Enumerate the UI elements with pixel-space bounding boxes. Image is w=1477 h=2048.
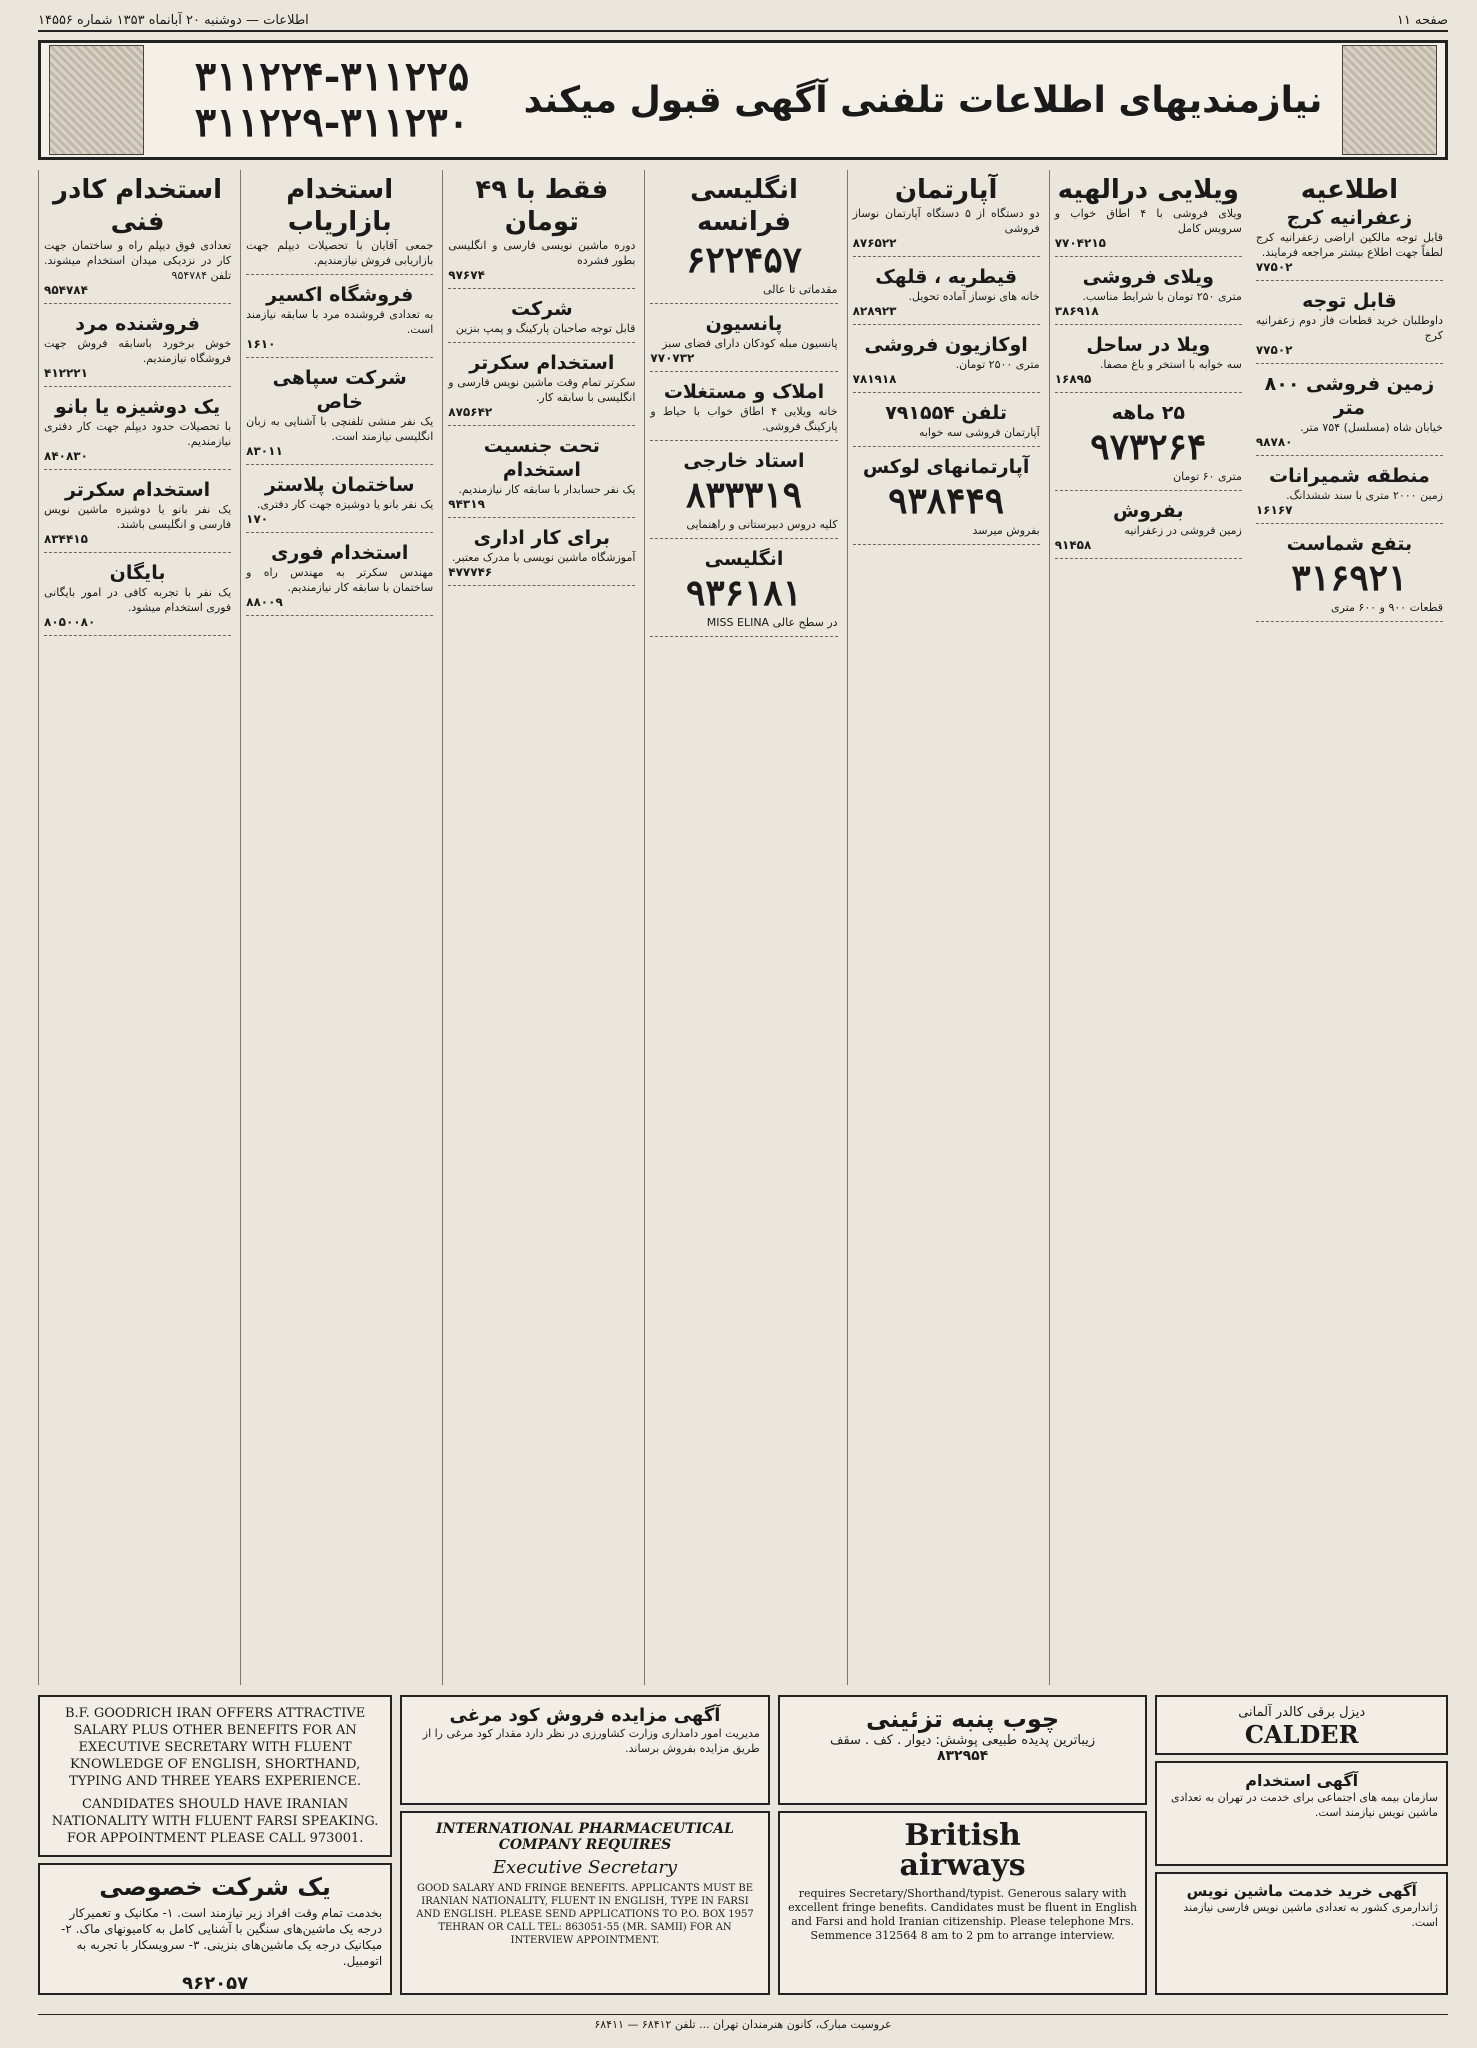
masthead: اطلاعات — دوشنبه ۲۰ آبانماه ۱۳۵۳ شماره ۱۴۵۵۶ [38,12,309,28]
ad-phone: ۴۱۲۲۲۱ [44,366,88,380]
ad-phone: ۷۷۰۴۲۱۵ [1054,236,1106,250]
banner-illustration-2 [49,45,144,155]
ad-phone: ۱۶۱۶۷ [1255,503,1293,517]
classified-ad [448,170,635,289]
classified-ad [1055,495,1242,559]
banner-slogan: نیازمندیهای اطلاعات تلفنی آگهی قبول میکند [523,79,1323,121]
classified-ad [1055,329,1242,393]
classified-ad [44,308,231,387]
ad-body: با تحصیلات حدود دیپلم جهت کار دفتری نیازمندیم. [44,420,232,448]
bottom-col-middle [400,1695,770,1995]
ad-big-phone: ۹۳۶۱۸۱ [685,572,802,614]
classified-ad [853,451,1040,545]
classified-ad [1256,170,1443,281]
british-airways-ad [778,1811,1148,1995]
classified-ad [650,308,837,372]
ad-body: کلیه دروس دبیرستانی و راهنمایی [686,518,838,531]
classified-ad [448,347,635,426]
calder-logo: CALDER [1244,1720,1359,1749]
goodrich-title: B.F. GOODRICH IRAN OFFERS ATTRACTIVE SALARY PLUS OTHER BENEFITS FOR AN EXECUTIVE SECRETARY WITH FLUENT KNOWLEDGE OF ENGLISH, SHORTHAND, TYPING AND THREE YEARS EXPERIENCE. [64,1706,366,1789]
classified-ad [44,474,231,553]
ad-body: خانه های نوساز آماده تحویل. [908,290,1040,303]
ad-heading: زمین فروشی ۸۰۰ متر [1264,373,1435,419]
classified-ad [246,537,433,616]
pharma-body: GOOD SALARY AND FRINGE BENEFITS. APPLICANTS MUST BE IRANIAN NATIONALITY, FLUENT IN ENGLISH, TYPE IN FARSI AND ENGLISH. PLEASE SEND APPLICATIONS TO P.O. BOX 1957 TEHRAN OR CALL TEL: 863051-55 (MR. SAMII) FOR AN INTERVIEW APPOINTMENT. [416,1883,754,1946]
classified-ad [246,170,433,275]
insurance-title: آگهی استخدام [1245,1771,1359,1790]
classified-ad [853,261,1040,325]
classifieds-banner [38,40,1448,160]
page-header [38,10,1448,32]
ad-phone: ۹۴۳۱۹ [448,497,485,511]
banner-phone-line-1: ۳۱۱۲۲۴-۳۱۱۲۲۵ [194,53,470,100]
ad-body: یک نفر منشی تلفنچی با آشنایی به زبان انگلیسی نیازمند است. [246,415,434,443]
cork-ad [778,1695,1148,1805]
bottom-col-left [1155,1695,1448,1995]
classified-ad [1256,460,1443,524]
ad-phone: ۸۷۶۵۲۲ [852,236,897,250]
typist-body: ژاندارمری کشور به تعدادی ماشین نویس فارسی نیازمند است. [1183,1901,1438,1929]
bottom-col-right [38,1695,392,1995]
company-ad [38,1863,392,1995]
column-6 [1049,170,1247,1685]
classified-ad [246,469,433,533]
bottom-ads [38,1695,1448,1995]
page-number: صفحه ۱۱ [1396,12,1448,28]
ad-heading: قابل توجه [1302,290,1397,312]
ad-heading: انگلیسی فرانسه [690,175,798,237]
cork-title: چوب پنبه تزئینی [866,1705,1060,1733]
company-ad-body: بخدمت تمام وقت افراد زیر نیازمند است. ۱- مکانیک و تعمیرکار درجه یک ماشین‌های سنگین با آشنایی کامل به کامیونهای ماک. ۲- میکانیک درجه یک ماشین‌های بنزینی. ۳- سرویسکار با تجربه به اتومبیل. [61,1906,383,1968]
ad-phone: ۹۷۶۷۴ [448,268,485,282]
ad-body: یک نفر با تجربه کافی در امور بایگانی فوری استخدام میشود. [44,586,232,614]
auction-body: مدیریت امور دامداری وزارت کشاورزی در نظر دارد مقدار کود مرغی را از طریق مزایده بفروش برساند. [422,1727,760,1755]
classified-ad [1055,170,1242,257]
banner-phone-line-2: ۳۱۱۲۲۹-۳۱۱۲۳۰ [194,99,470,146]
classified-ad [44,391,231,470]
bottom-col-left-mid [778,1695,1148,1995]
ad-heading: یک دوشیزه یا بانو [55,396,221,418]
classified-ad [853,329,1040,393]
classified-ad [853,397,1040,447]
ad-body: مهندس سکرتر به مهندس راه و ساختمان با سابقه کار نیازمندیم. [246,566,434,594]
ad-heading: قیطریه ، قلهک [875,266,1018,288]
insurance-body: سازمان بیمه های اجتماعی برای خدمت در تهران به تعدادی ماشین نویس نیازمند است. [1171,1791,1438,1819]
ad-body: سکرتر تمام وقت ماشین نویس فارسی و انگلیسی با سابقه کار. [448,376,636,404]
classified-ad [44,557,231,636]
ad-phone: ۸۸۰۰۹ [246,595,283,609]
ad-body: مقدماتی تا عالی [763,283,838,296]
ad-body: متری ۲۵۰ تومان با شرایط مناسب. [1082,290,1242,303]
ad-body: متری ۲۵۰۰ تومان. [955,358,1040,371]
classified-ad [1256,368,1443,456]
column-1 [38,170,236,1685]
ad-body: پانسیون مبله کودکان دارای فضای سبز [662,337,838,350]
typist-title: آگهی خرید خدمت ماشین نویس [1186,1882,1417,1900]
ad-heading: فقط با ۴۹ تومان [475,175,609,237]
ad-phone: ۸۳۰۱۱ [246,444,283,458]
ad-phone: ۹۱۴۵۸ [1054,538,1092,552]
ad-heading: بتفع شماست [1286,533,1413,555]
ad-phone: ۸۴۰۸۳۰ [44,449,88,463]
goodrich-ad [38,1695,392,1857]
classified-ad [448,522,635,586]
typist-ad [1155,1872,1448,1995]
banner-illustration [1342,45,1437,155]
ad-body: قابل توجه مالکین اراضی زعفرانیه کرج لطفاً جهت اطلاع بیشتر مراجعه فرمایند. [1255,231,1443,259]
ad-heading: انگلیسی [704,548,784,570]
cork-body: زیباترین پدیده طبیعی پوشش: دیوار . کف . سقف [830,1733,1096,1748]
ad-phone: ۱۷۰ [246,512,269,526]
company-ad-title: یک شرکت خصوصی [99,1873,331,1901]
ad-big-phone: ۳۱۶۹۲۱ [1291,557,1408,599]
ad-phone: ۷۷۵۰۲ [1255,260,1293,274]
ad-body: ویلای فروشی با ۴ اطاق خواب و سرویس کامل [1054,207,1242,235]
ad-heading: فروشنده مرد [75,313,200,335]
company-ad-phone: ۹۶۲۰۵۷ [182,1973,249,1994]
auction-title: آگهی مزایده فروش کود مرغی [449,1705,721,1726]
ad-body: یک نفر حسابدار با سابقه کار نیازمندیم. [458,483,636,496]
column-3 [442,170,640,1685]
ad-body: زمین فروشی در زعفرانیه [1124,524,1242,537]
ad-phone: ۸۷۵۶۴۲ [448,405,493,419]
classified-columns [38,170,1448,1685]
british-airways-body: requires Secretary/Shorthand/typist. Generous salary with excellent fringe benefits. Candidates must be fluent in English and Farsi and hold Iranian citizenship. Please telephone Mrs. Semmence 312564 8 am to 2 pm to arrange interview. [788,1887,1137,1942]
ad-body: داوطلبان خرید قطعات فاز دوم زعفرانیه کرج [1255,314,1443,342]
ad-heading: ویلایی درالهیه [1057,175,1239,205]
classified-ad [448,293,635,343]
ad-subheading: زعفرانیه کرج [1286,207,1413,229]
ad-heading: اطلاعیه [1300,175,1399,205]
pharma-title: INTERNATIONAL PHARMACEUTICAL COMPANY REQUIRES [436,1821,734,1853]
ad-heading: شرکت [511,298,573,320]
logo-line-1: British [904,1818,1021,1853]
classified-ad [650,543,837,637]
classified-ad [246,279,433,358]
ad-body: به تعدادی فروشنده مرد با سابقه نیازمند است. [246,308,434,336]
ad-heading: استخدام کادر فنی [53,175,223,237]
ad-body: خیابان شاه (مسلسل) ۷۵۴ متر. [1300,421,1443,434]
ad-heading: استخدام بازاریاب [286,175,394,237]
ad-body: یک نفر بانو یا دوشیزه ماشین نویس فارسی و انگلیسی باشند. [44,503,232,531]
column-7 [1251,170,1448,1685]
ad-body: دوره ماشین نویسی فارسی و انگلیسی بطور فشرده [448,239,636,267]
ad-heading: ساختمان پلاستر [264,474,415,496]
ad-heading: شرکت سپاهی خاص [272,367,407,413]
ad-body: خوش برخورد باسابقه فروش جهت فروشگاه نیازمندیم. [44,337,232,365]
ad-heading: فروشگاه اکسیر [266,284,414,306]
ad-big-phone: ۹۷۳۲۶۴ [1090,426,1207,468]
column-5 [847,170,1045,1685]
ad-body: بفروش میرسد [972,524,1040,537]
ad-phone: ۷۸۱۹۱۸ [852,372,897,386]
ad-heading: استاد خارجی [683,450,805,472]
pharma-ad [400,1811,770,1995]
ad-body: در سطح عالی MISS ELINA [706,616,838,629]
cork-phone: ۸۳۲۹۵۴ [936,1748,989,1764]
ad-body: قابل توجه صاحبان پارکینگ و پمپ بنزین [455,322,636,335]
ad-body: جمعی آقایان با تحصیلات دیپلم جهت بازاریابی فروش نیازمندیم. [246,239,434,267]
newspaper-page [38,10,1448,2040]
ad-heading: ویلا در ساحل [1086,334,1211,356]
ad-heading: استخدام فوری [271,542,409,564]
ad-heading: استخدام سکرتر [64,479,211,501]
ad-phone: ۷۷۵۰۲ [1255,343,1293,357]
classified-ad [650,170,837,304]
ad-body: قطعات ۹۰۰ و ۶۰۰ متری [1331,601,1443,614]
ad-phone: ۴۷۷۷۴۶ [448,565,493,579]
ad-body: تعدادی فوق دیپلم راه و ساختمان جهت کار در نزدیکی میدان استخدام میشوند. تلفن ۹۵۴۷۸۴ [44,239,232,282]
ad-phone: ۸۰۵۰۰۸۰ [44,615,96,629]
banner-phones [152,54,512,146]
british-airways-logo [788,1818,1138,1883]
ad-big-phone: ۶۲۲۴۵۷ [685,239,802,281]
ad-body: متری ۶۰ تومان [1173,470,1242,483]
ad-phone: ۳۸۶۹۱۸ [1054,304,1099,318]
ad-body: زمین ۲۰۰۰ متری با سند ششدانگ. [1286,489,1443,502]
ad-phone: ۸۲۸۹۲۳ [852,304,897,318]
insurance-ad [1155,1761,1448,1866]
ad-heading: اوکازیون فروشی [864,334,1028,356]
calder-fa: دیزل برقی کالدر آلمانی [1238,1705,1366,1720]
ad-heading: منطقه شمیرانات [1269,465,1430,487]
ad-heading: تلفن ۷۹۱۵۵۴ [885,402,1008,424]
ad-phone: ۷۷۰۷۳۲ [650,351,695,365]
ad-big-phone: ۸۳۳۳۱۹ [685,474,802,516]
calder-ad [1155,1695,1448,1755]
logo-line-2: airways [899,1848,1026,1883]
column-2 [240,170,438,1685]
ad-body: خانه ویلایی ۴ اطاق خواب با حیاط و پارکینگ فروشی. [650,405,838,433]
ad-heading: پانسیون [705,313,783,335]
ad-body: سه خوابه با استخر و باغ مصفا. [1099,358,1242,371]
ad-phone: ۹۵۴۷۸۴ [44,283,88,297]
column-4 [644,170,842,1685]
ad-heading: بایگان [109,562,166,584]
ad-heading: استخدام سکرتر [469,352,615,374]
classified-ad [650,445,837,539]
ad-heading: آپارتمانهای لوکس [862,456,1030,478]
ad-heading: ویلای فروشی [1082,266,1214,288]
ad-heading: برای کار اداری [473,527,611,549]
classified-ad [1256,285,1443,364]
ad-heading: آپارتمان [894,175,998,205]
classified-ad [650,376,837,441]
classified-ad [1055,261,1242,325]
ad-body: آپارتمان فروشی سه خوابه [918,426,1040,439]
ad-body: یک نفر بانو یا دوشیزه جهت کار دفتری. [256,498,434,511]
page-footer: عروسیت مبارک، کانون هنرمندان تهران ... تلفن ۶۸۴۱۲ — ۶۸۴۱۱ [38,2014,1448,2034]
ad-big-phone: ۹۳۸۴۴۹ [888,480,1005,522]
classified-ad [1256,528,1443,622]
auction-ad [400,1695,770,1805]
ad-phone: ۱۶۸۹۵ [1054,372,1092,386]
ad-phone: ۱۶۱۰ [246,337,276,351]
classified-ad [44,170,231,304]
ad-heading: بفروش [1112,500,1184,522]
ad-heading: تحت جنسیت استخدام [483,435,600,481]
ad-heading: ۲۵ ماهه [1111,402,1185,424]
ad-phone: ۹۸۷۸۰ [1255,435,1293,449]
classified-ad [448,430,635,518]
ad-heading: املاک و مستغلات [663,381,825,403]
classified-ad [1055,397,1242,491]
pharma-subtitle: Executive Secretary [492,1857,678,1878]
classified-ad [853,170,1040,257]
ad-body: دو دستگاه از ۵ دستگاه آپارتمان نوساز فروشی [852,207,1040,235]
ad-phone: ۸۳۴۴۱۵ [44,532,88,546]
classified-ad [246,362,433,465]
goodrich-body: CANDIDATES SHOULD HAVE IRANIAN NATIONALITY WITH FLUENT FARSI SPEAKING. FOR APPOINTMENT PLEASE CALL 973001. [51,1797,379,1846]
ad-body: آموزشگاه ماشین نویسی با مدرک معتبر. [452,551,636,564]
